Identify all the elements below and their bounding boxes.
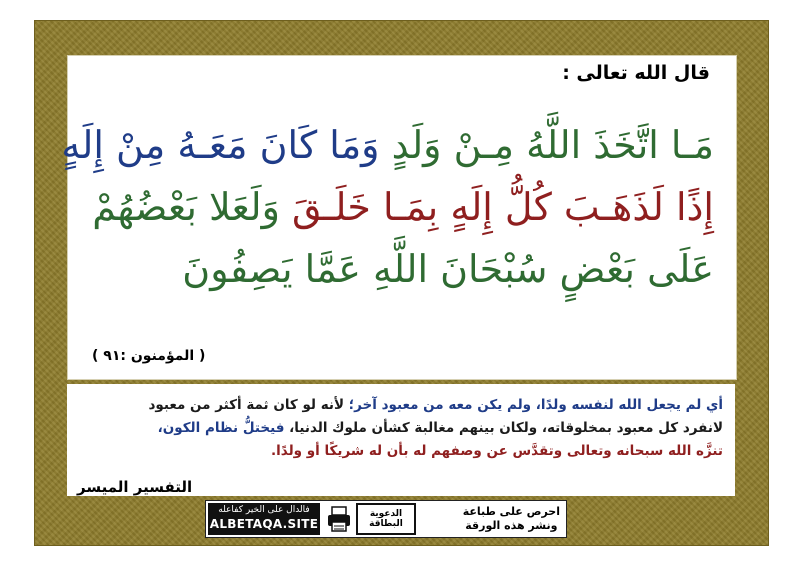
tafsir-line-1 xyxy=(133,394,723,417)
print-promo xyxy=(463,505,560,533)
tafsir-segment: فيختلُّ نظام الكون، xyxy=(157,420,285,436)
print-promo-line-2: ونشر هذه الورقة xyxy=(465,519,558,532)
verse-segment: وَمَا كَانَ مَعَـهُ مِنْ إِلَهٍ xyxy=(61,123,380,167)
site-tagline: فالدال على الخير كفاعله xyxy=(218,505,310,515)
tafsir-text xyxy=(133,394,723,463)
tafsir-line-2 xyxy=(133,417,723,440)
tafsir-segment: أي لم يجعل الله لنفسه ولدًا، ولم يكن معه من معبود آخر؛ xyxy=(344,397,723,413)
verse-line-3 xyxy=(86,238,714,300)
tafsir-card xyxy=(67,384,735,496)
verse-segment: إِذًا لَذَهَـبَ كُلُّ إِلَهٍ بِمَـا خَلَـقَ xyxy=(279,185,714,229)
verse-card xyxy=(61,55,737,380)
print-promo-line-1: احرص على طباعة xyxy=(462,505,560,518)
verse-reference: ( المؤمنون :٩١ ) xyxy=(92,348,206,364)
site-block[interactable] xyxy=(208,503,320,535)
verse-line-2 xyxy=(86,176,714,238)
logo-text: الدعوية البطاقة xyxy=(369,509,403,529)
printer-icon xyxy=(326,505,352,533)
tafsir-line-3: تنزَّه الله سبحانه وتعالى وتقدَّس عن وصفهم له بأن له شريكًا أو ولدًا. xyxy=(271,443,723,459)
verse-segment: مَـا اتَّخَذَ اللَّهُ مِـنْ وَلَدٍ xyxy=(379,123,714,167)
verse-segment: عَلَى بَعْضٍ xyxy=(547,247,714,291)
verse-heading: قال الله تعالى : xyxy=(562,62,710,84)
verse-line-1 xyxy=(61,114,714,176)
tafsir-segment: لأنه لو كان ثمة أكثر من معبود xyxy=(148,397,345,413)
tafsir-segment: لانفرد كل معبود بمخلوقاته، ولكان بينهم مغالبة كشأن ملوك الدنيا، xyxy=(284,420,723,436)
tafsir-source: التفسير الميسر xyxy=(77,478,193,496)
verse-segment: سُبْحَانَ اللَّهِ عَمَّا يَصِفُونَ xyxy=(182,247,548,291)
verse-segment: وَلَعَلا بَعْضُهُمْ xyxy=(92,185,280,229)
albetaqa-logo xyxy=(356,503,416,535)
site-url-link[interactable]: ALBETAQA.SITE xyxy=(209,517,319,531)
footer-bar xyxy=(205,500,567,538)
